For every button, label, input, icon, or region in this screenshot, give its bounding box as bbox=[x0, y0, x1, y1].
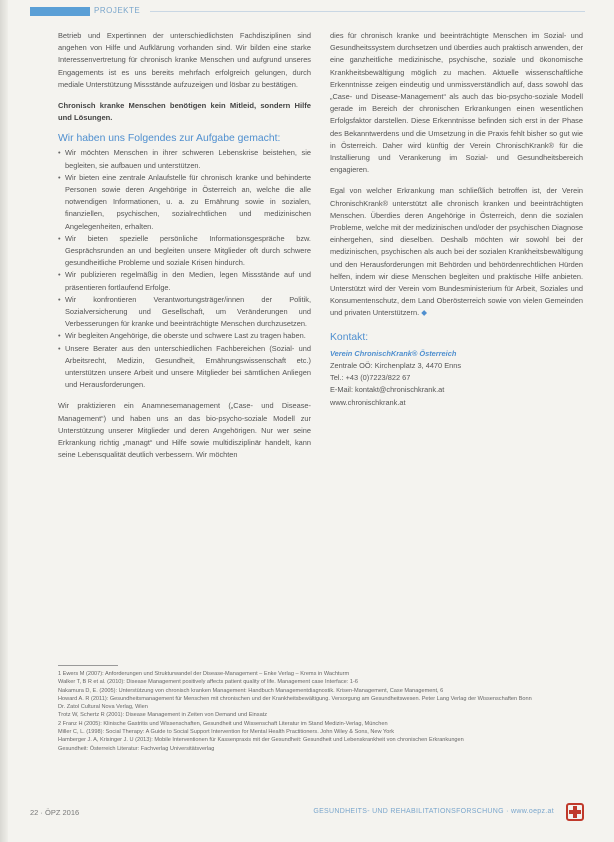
contact-address: Zentrale OÖ: Kirchenplatz 3, 4470 Enns bbox=[330, 361, 462, 371]
list-item: • Wir möchten Menschen in ihrer schweren Lebenskrise beistehen, sie begleiten, sie aufbauen und unterstützen. bbox=[58, 147, 311, 171]
header-rule bbox=[150, 11, 585, 12]
task-list bbox=[58, 147, 311, 391]
body-paragraph: dies für chronisch kranke und beeinträchtigte Menschen im Sozial- und Gesundheitssystem durchsetzen und überdies auch praktisch anwenden, der eine ganzheitliche medizinische, psychische, soziale und ökonomische Krankheitsbewältigung möglich zu machen. Aktuelle wissenschaftliche Erkenntnisse zeigen eindeutig und unmissverständlich auf, dass sowohl das „Case- und Disease-Management“ als auch das bio-psycho-soziale Modell gerade im Bereich der chronischen Erkrankungen einen wesentlichen Erfolgsfaktor darstellen. Diese Erkenntnisse befinden sich erst in der Phase des Bekanntwerdens und die Umsetzung in die Praxis fehlt bisher so gut wie in Österreich. Daher wird künftig der Verein ChronischKrank® für die Installierung und Verankerung im Sozial- und Gesundheitsbereich engagieren. bbox=[330, 31, 583, 175]
publication-name: GESUNDHEITS- UND REHABILITATIONSFORSCHUNG · www.oepz.at bbox=[313, 808, 554, 815]
footnote: Hamberger J. A, Krisinger J. U (2013): Mobile Interventionen für Kassenpraxis mit der Gesundheit: Gesundheit und Lebenskrankheit von chronischen Erkrankungen bbox=[58, 737, 464, 744]
footnote: Nakamura D, E. (2005): Unterstützung von chronisch kranken Management: Handbuch Managementdiagnostik. Krisen-Management, Case Management, 6 bbox=[58, 687, 444, 694]
end-mark-icon: ◆ bbox=[421, 308, 427, 318]
contact-heading: Kontakt: bbox=[330, 331, 369, 343]
footnote: 1 Ewers M (2007): Anforderungen und Strukturwandel der Disease-Management – Enke Verlag – Krems in Wachturm bbox=[58, 671, 350, 677]
page-number: 22 · ÖPZ 2016 bbox=[30, 808, 80, 817]
intro-paragraph: Betrieb und Expertinnen der unterschiedlichsten Fachdisziplinen sind angehen von Hilfe und Aufklärung vorhanden sind. Wir bilden eine starke Interessenvertretung für chronisch kranke Menschen und aufgrund unseres Engagements ist es uns bereits mehrfach erfolgreich gelungen, durch mediale Unterstützung Missstände aufzuzeigen und lösbar zu bestätigen. bbox=[58, 31, 311, 89]
header-color-bar bbox=[30, 7, 90, 16]
cross-logo-icon bbox=[566, 803, 584, 821]
page-edge-shadow bbox=[0, 0, 8, 842]
contact-organization: Verein ChronischKrank® Österreich bbox=[330, 348, 457, 358]
footnote: Walker T, B R et al. (2010): Disease Management positively affects patient quality of life. Management case Interface: 1-6 bbox=[58, 679, 358, 686]
closing-paragraph: Wir praktizieren ein Anamnesemanagement („Case- und Disease-Management“) und haben uns an das bio-psycho-soziale Modell zur Unterstützung unserer Mitglieder und deren Angehörigen. Nur wer seine Erkrankung richtig „managt“ und Hilfe sowie multidisziplinär handelt, kann seine Lebensqualität deutlich verbessern. Wir möchten bbox=[58, 401, 311, 460]
list-item: • Wir bieten eine zentrale Anlaufstelle für chronisch kranke und behinderte Personen sowie deren Angehörige in Österreich an, welche die alle notwendigen Informationen, u. a. zu Ernährung sowie in sozialen, finanziellen, psychischen, sozialrechtlichen und medizinischen Angelegenheiten, erhalten. bbox=[58, 172, 311, 233]
contact-email: E-Mail: kontakt@chronischkrank.at bbox=[330, 385, 445, 395]
footnotes bbox=[58, 670, 583, 753]
footnote: Howard A. R (2011): Gesundheitsmanagement für Menschen mit chronischen und der Krankheitsbewältigung. Versorgung am Gesundheitswesen. Peter Lang Verlag der Wissenschaften Bonn bbox=[58, 695, 532, 702]
list-item: • Wir konfrontieren Verantwortungsträger/innen der Politik, Sozialversicherung und Gesellschaft, um Veränderungen und Verbesserungen für kranke und beeinträchtigte Menschen durchzusetzen. bbox=[58, 294, 311, 331]
bold-statement: Chronisch kranke Menschen benötigen kein Mitleid, sondern Hilfe und Lösungen. bbox=[58, 101, 311, 123]
footnote: Miller C, L. (1998): Social Therapy: A Guide to Social Support Intervention for Mental Health Practitioners. John Wiley & Sons, New York bbox=[58, 729, 394, 736]
list-item: • Wir bieten spezielle persönliche Informationsgespräche bzw. Gesprächsrunden an und begleiten unsere Mitglieder oft durch schwere gesundheitliche Probleme und soziale Krisen hindurch. bbox=[58, 233, 311, 270]
contact-website: www.chronischkrank.at bbox=[330, 397, 406, 407]
contact-phone: Tel.: +43 (0)7223/822 67 bbox=[330, 373, 411, 383]
body-paragraph: Egal von welcher Erkrankung man schließlich betroffen ist, der Verein ChronischKrank® unterstützt alle chronisch kranken und beeinträchtigten Menschen. Überdies deren Angehörige in Österreich, denn die sozialen Probleme, welche mit der medizinischen und/oder der psychischen Diagnose einhergehen, sind dieselben. Deshalb möchten wir sowohl bei der medizinischen, psychischen als auch bei der sozialen Krankheitsbewältigung und den Herausforderungen mit Behörden und behördenrechtlichen Hürden helfen, indem wir diese Menschen begleiten und praktische Hilfe anbieten. Unterstützt wird der Verein vom Bundesministerium für Arbeit, Soziales und Konsumentenschutz, dem Land Oberösterreich sowie von vielen Gemeinden und privaten Unterstützern. ◆ bbox=[330, 186, 583, 318]
footnote-divider bbox=[58, 665, 118, 666]
section-label: PROJEKTE bbox=[94, 6, 141, 15]
footnote: 2 Franz H (2005): Klinische Gastritis und Wissenschaften, Gesundheit und Wissenschaft Literatur im Stand Medizin-Verlag, München bbox=[58, 720, 388, 727]
section-heading: Wir haben uns Folgendes zur Aufgabe gemacht: bbox=[58, 133, 281, 145]
list-item: • Unsere Berater aus den unterschiedlichen Fachbereichen (Sozial- und Arbeitsrecht, Medizin, Gesundheit, Ernährungswissenschaft etc.) unterstützen unsere Arbeit und unsere Mitglieder bei sämtlichen Anliegen und Herausforderungen. bbox=[58, 343, 311, 392]
footnote: Dr. Zatol Cultural Nova Verlag, Wien bbox=[58, 704, 148, 711]
footnote: Gesundheit: Österreich Literatur: Fachverlag Universitätsverlag bbox=[58, 745, 215, 752]
list-item: • Wir publizieren regelmäßig in den Medien, legen Missstände auf und präsentieren fortlaufend Erfolge. bbox=[58, 269, 311, 293]
list-item: • Wir begleiten Angehörige, die oberste und schwere Last zu tragen haben. bbox=[58, 330, 311, 342]
footnote: Trotz W, Schertz R (2001): Disease Management in Zeiten von Demand und Einsatz bbox=[58, 712, 268, 719]
left-column bbox=[58, 30, 311, 471]
right-column bbox=[330, 30, 583, 409]
